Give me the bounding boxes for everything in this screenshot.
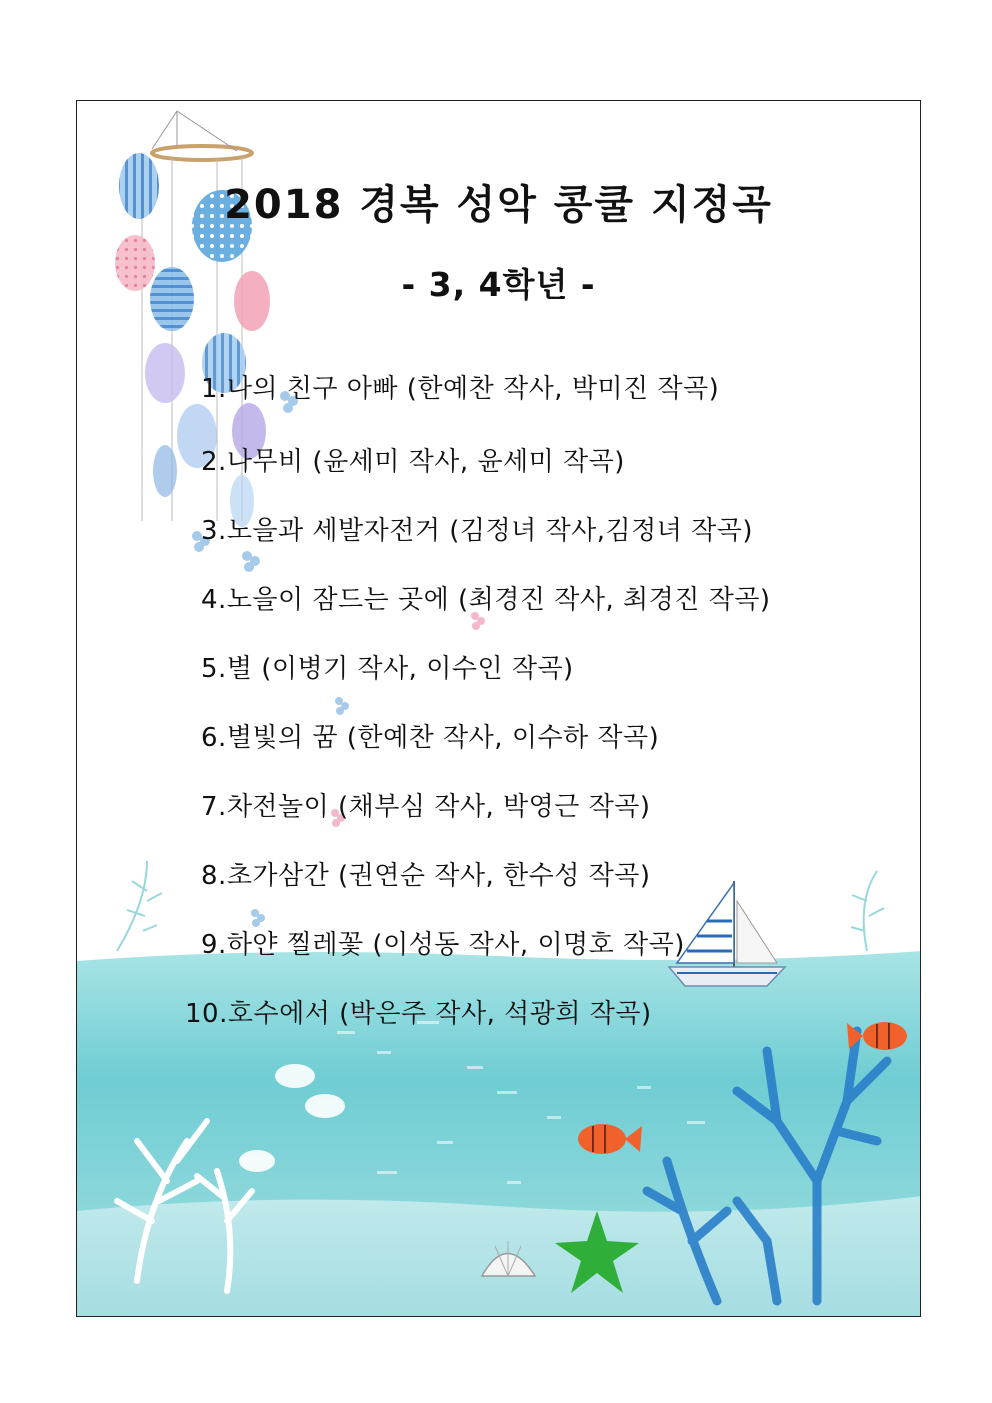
list-item bbox=[201, 441, 625, 478]
song-title: 노을이 잠드는 곳에 (최경진 작사, 최경진 작곡) bbox=[226, 585, 771, 615]
list-item bbox=[201, 924, 685, 961]
song-title: 별빛의 꿈 (한예찬 작사, 이수하 작곡) bbox=[226, 723, 660, 753]
list-item bbox=[201, 786, 651, 823]
song-title: 나무비 (윤세미 작사, 윤세미 작곡) bbox=[226, 447, 625, 477]
song-title: 별 (이병기 작사, 이수인 작곡) bbox=[226, 654, 574, 684]
song-number: 7. bbox=[201, 792, 227, 822]
song-title: 나의 친구 아빠 (한예찬 작사, 박미진 작곡) bbox=[226, 374, 720, 404]
list-item bbox=[201, 579, 771, 616]
song-title: 차전놀이 (채부심 작사, 박영근 작곡) bbox=[226, 792, 651, 822]
song-number: 1. bbox=[201, 374, 227, 404]
song-title: 하얀 찔레꽃 (이성동 작사, 이명호 작곡) bbox=[226, 930, 685, 960]
list-item bbox=[201, 855, 651, 892]
grade-subtitle: - 3, 4학년 - bbox=[401, 265, 596, 304]
sailboat-icon bbox=[669, 881, 785, 986]
list-item bbox=[201, 717, 659, 754]
list-item bbox=[201, 510, 753, 547]
song-title: 초가삼간 (권연순 작사, 한수성 작곡) bbox=[226, 861, 651, 891]
song-number: 4. bbox=[201, 585, 227, 615]
song-number: 8. bbox=[201, 861, 227, 891]
song-number: 2. bbox=[201, 447, 227, 477]
page-frame bbox=[76, 100, 921, 1317]
list-item bbox=[185, 993, 652, 1030]
song-number: 5. bbox=[201, 654, 227, 684]
page-title: 2018 경복 성악 콩쿨 지정곡 bbox=[224, 182, 773, 228]
song-title: 노을과 세발자전거 (김정녀 작사,김정녀 작곡) bbox=[226, 516, 754, 546]
song-number: 9. bbox=[201, 930, 227, 960]
list-item bbox=[201, 648, 574, 685]
song-number: 10. bbox=[185, 999, 228, 1029]
song-title: 호수에서 (박은주 작사, 석광희 작곡) bbox=[227, 999, 652, 1029]
song-number: 6. bbox=[201, 723, 227, 753]
list-item bbox=[201, 368, 719, 405]
song-number: 3. bbox=[201, 516, 227, 546]
